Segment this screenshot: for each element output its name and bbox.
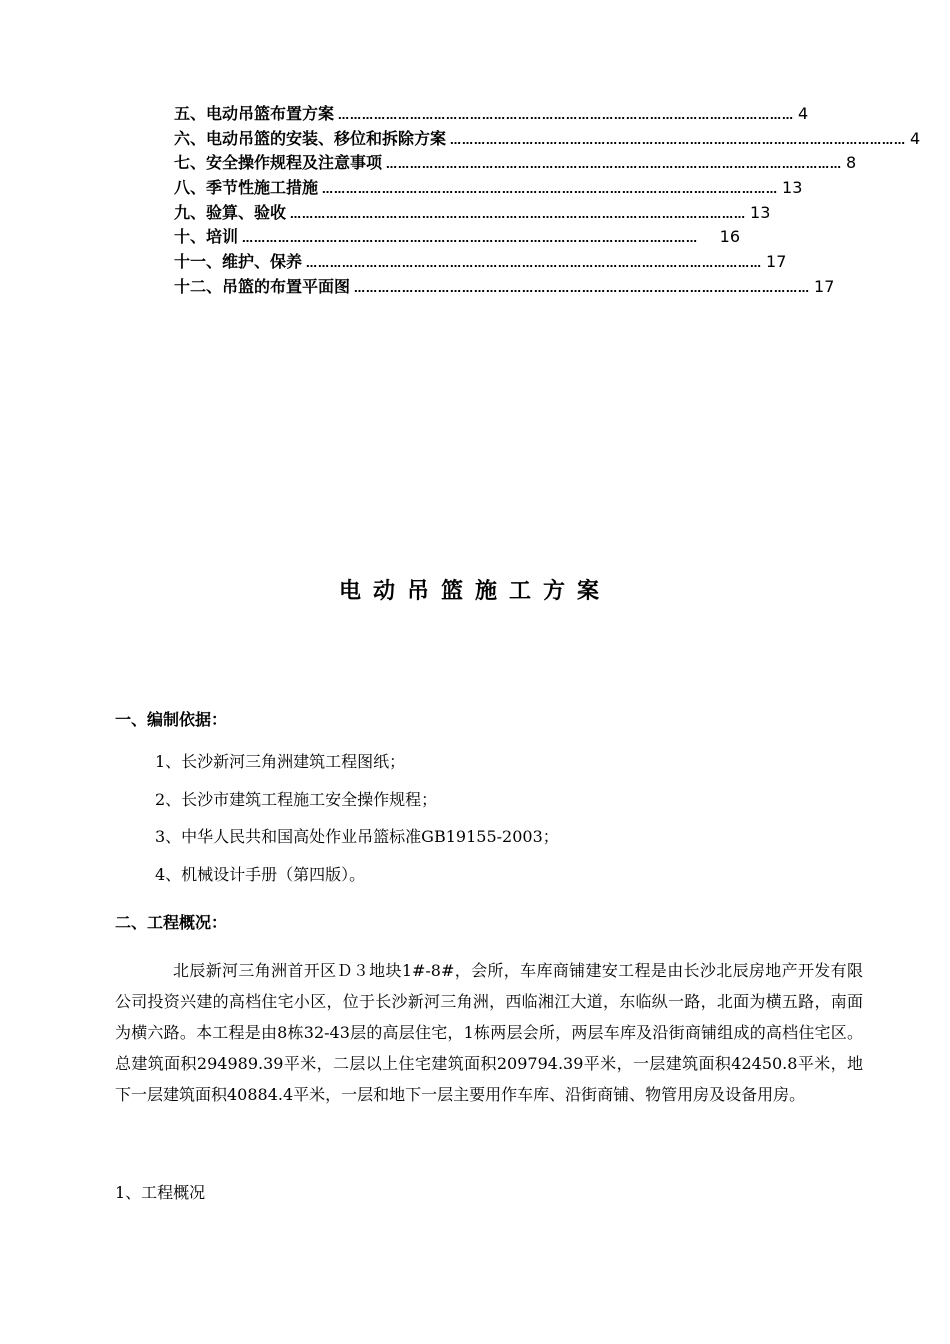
toc-entry-label: 八、季节性施工措施 xyxy=(174,178,319,198)
basis-list xyxy=(155,752,559,902)
toc-entry-label: 五、电动吊篮布置方案 xyxy=(174,104,335,123)
toc-entry-label: 十二、吊篮的布置平面图 xyxy=(174,276,351,296)
toc-leader-dots: …………………………………………………………………………………………………… xyxy=(290,207,747,221)
overview-paragraph: 北辰新河三角洲首开区Ｄ３地块1#-8#，会所，车库商铺建安工程是由长沙北辰房地产开发有限公司投资兴建的高档住宅小区，位于长沙新河三角洲，西临湘江大道，东临纵一路，北面为横五路，南面为横六路。本工程是由8栋32-43层的高层住宅，1栋两层会所，两层车库及沿街商铺组成的高档住宅区。总建筑面积294989.39平米，二层以上住宅建筑面积209794.39平米，一层建筑面积42450.8平米，地下一层建筑面积40884.4平米，一层和地下一层主要用作车库、沿街商铺、物管用房及设备用房。 xyxy=(115,961,863,1104)
toc-entry[interactable] xyxy=(174,274,835,299)
toc-entry[interactable] xyxy=(174,101,809,126)
subsection-heading: 1、工程概况 xyxy=(115,1183,206,1202)
list-item: 2、长沙市建筑工程施工安全操作规程； xyxy=(155,789,438,809)
toc-entry-page: 8 xyxy=(846,153,857,173)
toc-entry-page: 13 xyxy=(750,202,771,222)
toc-entry-label: 九、验算、验收 xyxy=(174,202,287,222)
toc-entry[interactable] xyxy=(174,126,921,151)
table-of-contents xyxy=(174,101,921,299)
toc-entry[interactable] xyxy=(174,224,740,249)
toc-entry-label: 七、安全操作规程及注意事项 xyxy=(174,153,383,173)
toc-entry-page: 17 xyxy=(766,252,787,272)
toc-entry-page: 4 xyxy=(798,104,809,123)
overview-body xyxy=(115,955,863,1110)
toc-entry-page: 13 xyxy=(782,178,803,198)
list-item: 1、长沙新河三角洲建筑工程图纸； xyxy=(155,752,406,771)
toc-leader-dots: …………………………………………………………………………………………………… xyxy=(386,158,843,172)
toc-entry-page: 4 xyxy=(910,128,921,148)
list-item: 4、机械设计手册（第四版）。 xyxy=(155,864,366,884)
toc-entry-page: 17 xyxy=(814,276,835,296)
toc-leader-dots: …………………………………………………………………………………………………… xyxy=(242,232,699,246)
toc-entry-page: 16 xyxy=(719,227,740,247)
toc-leader-dots: …………………………………………………………………………………………………… xyxy=(450,133,907,147)
toc-entry-label: 十一、维护、保养 xyxy=(174,252,303,272)
toc-leader-dots: …………………………………………………………………………………………………… xyxy=(354,281,811,295)
list-item: 3、中华人民共和国高处作业吊篮标准GB19155-2003； xyxy=(155,827,559,846)
document-title: 电动吊篮施工方案 xyxy=(338,579,611,604)
toc-leader-dots: …………………………………………………………………………………………………… xyxy=(322,183,779,197)
toc-entry-label: 十、培训 xyxy=(174,227,239,247)
toc-entry[interactable] xyxy=(174,175,803,200)
toc-entry[interactable] xyxy=(174,200,771,225)
toc-entry-label: 六、电动吊篮的安装、移位和拆除方案 xyxy=(174,128,447,148)
toc-entry[interactable] xyxy=(174,249,787,274)
toc-leader-dots: …………………………………………………………………………………………………… xyxy=(306,257,763,271)
section-heading-basis: 一、编制依据： xyxy=(115,710,228,729)
toc-leader-dots: …………………………………………………………………………………………………… xyxy=(338,109,795,122)
toc-entry[interactable] xyxy=(174,150,857,175)
section-heading-overview: 二、工程概况： xyxy=(115,913,228,932)
